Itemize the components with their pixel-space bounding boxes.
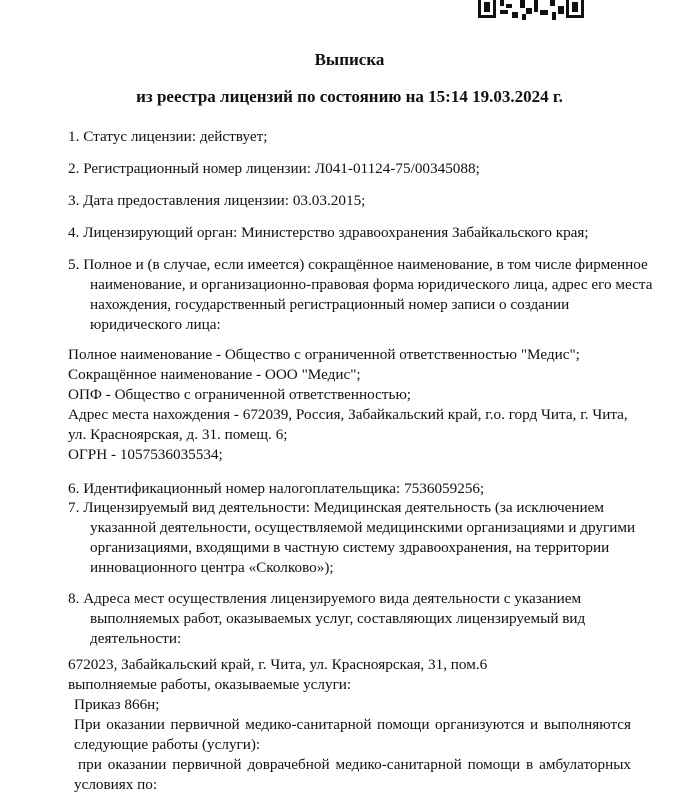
works-label: выполняемые работы, оказываемые услуги: <box>68 676 352 693</box>
activity-address: 672023, Забайкальский край, г. Чита, ул. Красноярская, 31, пом.6 <box>68 656 488 673</box>
item5-line: юридического лица: <box>90 316 221 333</box>
license-status: 1. Статус лицензии: действует; <box>68 128 268 145</box>
item7-line: указанной деятельности, осуществляемой медицинскими организациями и другими <box>90 519 636 536</box>
item5-line: 5. Полное и (в случае, если имеется) сокращённое наименование, в том числе фирменное <box>68 256 648 273</box>
license-date: 3. Дата предоставления лицензии: 03.03.2015; <box>68 192 366 209</box>
org-legal-form: ОПФ - Общество с ограниченной ответственностью; <box>68 386 412 403</box>
license-number: 2. Регистрационный номер лицензии: Л041-01124-75/00345088; <box>68 160 480 177</box>
works-text: При оказании первичной медико-санитарной помощи организуются и выполняются <box>74 716 631 733</box>
org-ogrn: ОГРН - 1057536035534; <box>68 446 223 463</box>
item8-line: выполняемых работ, оказываемых услуг, составляющих лицензируемый вид <box>90 610 586 627</box>
qr-code-icon <box>478 0 586 20</box>
document-subtitle: из реестра лицензий по состоянию на 15:14 19.03.2024 г. <box>136 87 563 106</box>
item8-line: деятельности: <box>90 630 182 647</box>
org-address: Адрес места нахождения - 672039, Россия, Забайкальский край, г.о. горд Чита, г. Чита, <box>68 406 628 423</box>
works-text: условиях по: <box>74 776 158 793</box>
org-short-name: Сокращённое наименование - ООО "Медис"; <box>68 366 361 383</box>
item7-line: инновационного центра «Сколково»); <box>90 559 334 576</box>
org-full-name: Полное наименование - Общество с ограниченной ответственностью "Медис"; <box>68 346 580 363</box>
item5-line: наименование, и организационно-правовая форма юридического лица, адрес его места <box>90 276 653 293</box>
order-ref: Приказ 866н; <box>74 696 160 713</box>
licensing-authority: 4. Лицензирующий орган: Министерство здравоохранения Забайкальского края; <box>68 224 589 241</box>
item5-line: нахождения, государственный регистрационный номер записи о создании <box>90 296 570 313</box>
item7-line: 7. Лицензируемый вид деятельности: Медицинская деятельность (за исключением <box>68 499 604 516</box>
taxpayer-id: 6. Идентификационный номер налогоплательщика: 7536059256; <box>68 480 485 497</box>
item8-line: 8. Адреса мест осуществления лицензируемого вида деятельности с указанием <box>68 590 582 607</box>
document-title: Выписка <box>314 50 385 69</box>
item7-line: организациями, входящими в частную систему здравоохранения, на территории <box>90 539 610 556</box>
works-text: при оказании первичной доврачебной медико-санитарной помощи в амбулаторных <box>78 756 631 773</box>
org-address-cont: ул. Красноярская, д. 31. помещ. 6; <box>68 426 288 443</box>
works-text: следующие работы (услуги): <box>74 736 261 753</box>
